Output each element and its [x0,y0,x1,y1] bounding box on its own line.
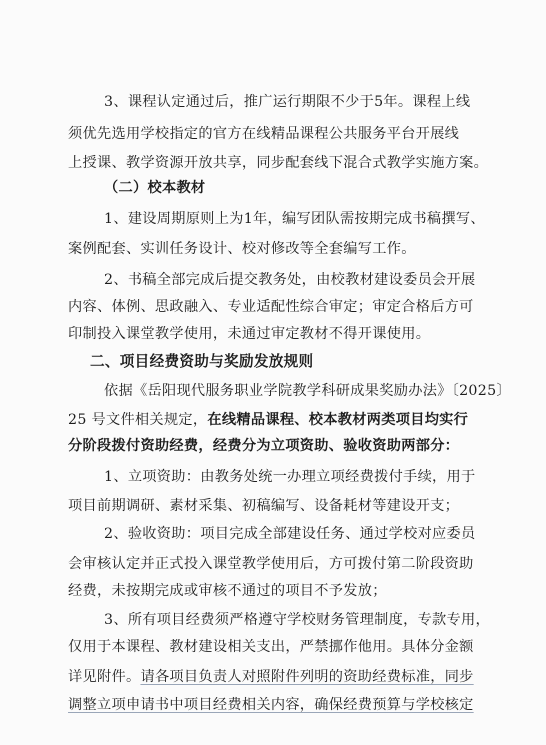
text-line-5: 1、建设周期原则上为1年，编写团队需按期完成书稿撰写、 [104,211,485,227]
text-line-2: 须优先选用学校指定的官方在线精品课程公共服务平台开展线 [68,126,460,142]
text-line-20: 仅用于本课程、教材建设相关支出，严禁挪作他用。具体分金额 [68,639,474,655]
text-line-1: 3、课程认定通过后，推广运行期限不少于5年。课程上线 [104,94,471,110]
text-line-21-underlined: 请各项目负责人对照附件列明的资助经费标准，同步 [140,669,474,685]
text-line-19: 3、所有项目经费须严格遵守学校财务管理制度，专款专用， [104,612,491,628]
section-heading-textbook: （二）校本教材 [104,180,206,196]
text-line-13: 分阶段拨付资助经费，经费分为立项资助、验收资助两部分： [68,438,460,454]
text-line-15: 项目前期调研、素材采集、初稿编写、设备耗材等建设开支； [68,498,460,514]
text-line-22: 调整立项申请书中项目经费相关内容，确保经费预算与学校核定 [68,697,474,713]
text-line-18: 经费，未按期完成或审核不通过的项目不予发放； [68,583,387,599]
text-line-8: 内容、体例、思政融入、专业适配性综合审定；审定合格后方可 [68,299,474,315]
text-line-6: 案例配套、实训任务设计、校对修改等全套编写工作。 [68,241,416,257]
text-line-7: 2、书稿全部完成后提交教务处，由校教材建设委员会开展 [104,272,476,288]
text-line-21-normal: 详见附件。 [68,669,141,685]
text-line-14: 1、立项资助：由教务处统一办理立项经费拨付手续，用于 [104,469,476,485]
section-heading-funding: 二、项目经费资助与奖励发放规则 [90,353,314,370]
text-line-9: 印制投入课堂教学使用，未通过审定教材不得开课使用。 [68,326,431,342]
text-line-12-bold: 在线精品课程、校本教材两类项目均实行 [207,412,469,428]
text-line-11: 依据《岳阳现代服务职业学院教学科研成果奖励办法》〔2025〕 [104,383,511,399]
text-line-21 [68,667,474,687]
text-line-16: 2、验收资助：项目完成全部建设任务、通过学校对应委员 [104,526,476,542]
text-line-12-normal: 25 号文件相关规定， [68,412,208,428]
text-line-12 [68,410,468,430]
text-line-17: 会审核认定并正式投入课堂教学使用后，方可拨付第二阶段资助 [68,556,474,572]
text-line-3: 上授课、教学资源开放共享，同步配套线下混合式教学实施方案。 [68,155,489,171]
